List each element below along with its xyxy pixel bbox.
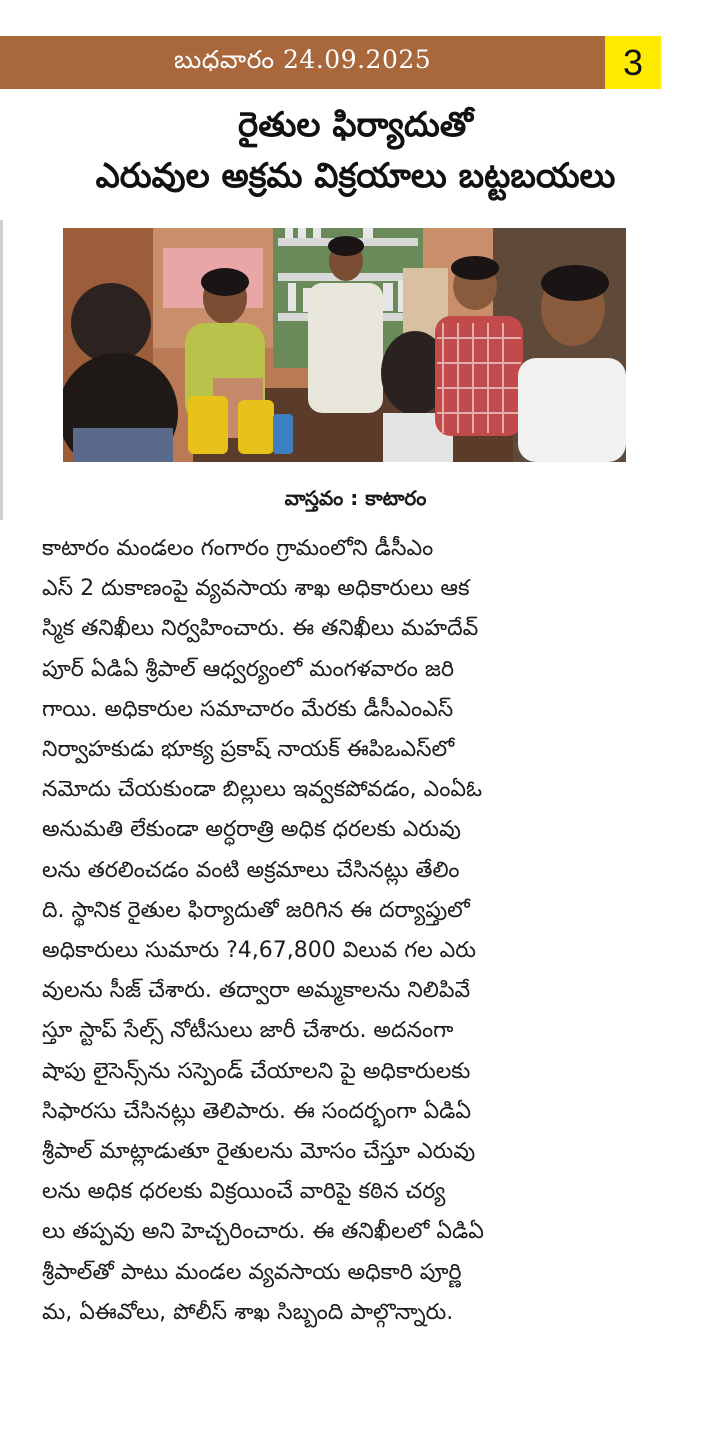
date-header-bar — [0, 36, 605, 89]
page-number: 3 — [622, 41, 644, 83]
inspection-photo — [63, 228, 626, 462]
article-line: అనుమతి లేకుండా అర్ధరాత్రి అధిక ధరలకు ఎరువు — [42, 817, 461, 843]
article-line: గాయి. అధికారుల సమాచారం మేరకు డీసీఎంఎస్ — [42, 696, 454, 722]
page-number-badge — [605, 36, 661, 89]
article-line: లను అధిక ధరలకు విక్రయించే వారిపై కఠిన చర్య — [42, 1179, 446, 1205]
article-line: షాపు లైసెన్స్‌ను సస్పెండ్ చేయాలని పై అధికారులకు — [42, 1058, 471, 1084]
article-line: లను తరలించడం వంటి అక్రమాలు చేసినట్లు తేలిం — [42, 857, 460, 883]
photo-illustration — [63, 228, 626, 462]
article-line: లు తప్పవు అని హెచ్చరించారు. ఈ తనిఖీలలో ఏడిఏ — [42, 1219, 484, 1245]
article-line: శ్రీపాల్‌తో పాటు మండల వ్యవసాయ అధికారి పూర్ణి — [42, 1259, 462, 1285]
article-line: స్తూ స్టాప్ సేల్స్ నోటీసులు జారీ చేశారు. అదనంగా — [42, 1018, 454, 1044]
article-body — [42, 529, 650, 1333]
article-line: శ్రీపాల్ మాట్లాడుతూ రైతులను మోసం చేస్తూ ఎరువు — [42, 1139, 476, 1165]
headline-line-2: ఎరువుల అక్రమ విక్రయాలు బట్టబయలు — [95, 156, 616, 196]
article-line: మ, ఏఈవోలు, పోలీస్ శాఖ సిబ్బంది పాల్గొన్నారు. — [42, 1299, 454, 1325]
article-line: నమోదు చేయకుండా బిల్లులు ఇవ్వకపోవడం, ఎంఏఓ — [42, 777, 483, 803]
article-line: ది. స్థానిక రైతుల ఫిర్యాదుతో జరిగిన ఈ దర్యాప్తులో — [42, 897, 470, 923]
article-dateline: వాస్తవం : కాటారం — [284, 486, 427, 510]
headline-line-1: రైతుల ఫిర్యాదుతో — [238, 105, 473, 145]
article-line: కాటారం మండలం గంగారం గ్రామంలోని డీసీఎం — [42, 536, 434, 561]
article-line: పూర్ ఏడిఏ శ్రీపాల్ ఆధ్వర్యంలో మంగళవారం జరి — [42, 656, 455, 682]
article-headline — [0, 102, 711, 204]
header-date: బుధవారం 24.09.2025 — [173, 44, 432, 74]
article-line: స్మిక తనిఖీలు నిర్వహించారు. ఈ తనిఖీలు మహదేవ్ — [42, 616, 479, 642]
article-line: నిర్వాహకుడు భూక్య ప్రకాష్ నాయక్ ఈపిఒఎస్‌లో — [42, 737, 455, 763]
article-line: వులను సీజ్ చేశారు. తద్వారా అమ్మకాలను నిలిపివే — [42, 978, 471, 1004]
page-edge-shadow — [0, 220, 3, 520]
article-line: సిఫారసు చేసినట్లు తెలిపారు. ఈ సందర్భంగా ఏడిఏ — [42, 1098, 472, 1124]
article-line: ఎస్ 2 దుకాణంపై వ్యవసాయ శాఖ అధికారులు ఆక — [42, 576, 470, 602]
article-line: అధికారులు సుమారు ?4,67,800 విలువ గల ఎరు — [42, 938, 476, 964]
